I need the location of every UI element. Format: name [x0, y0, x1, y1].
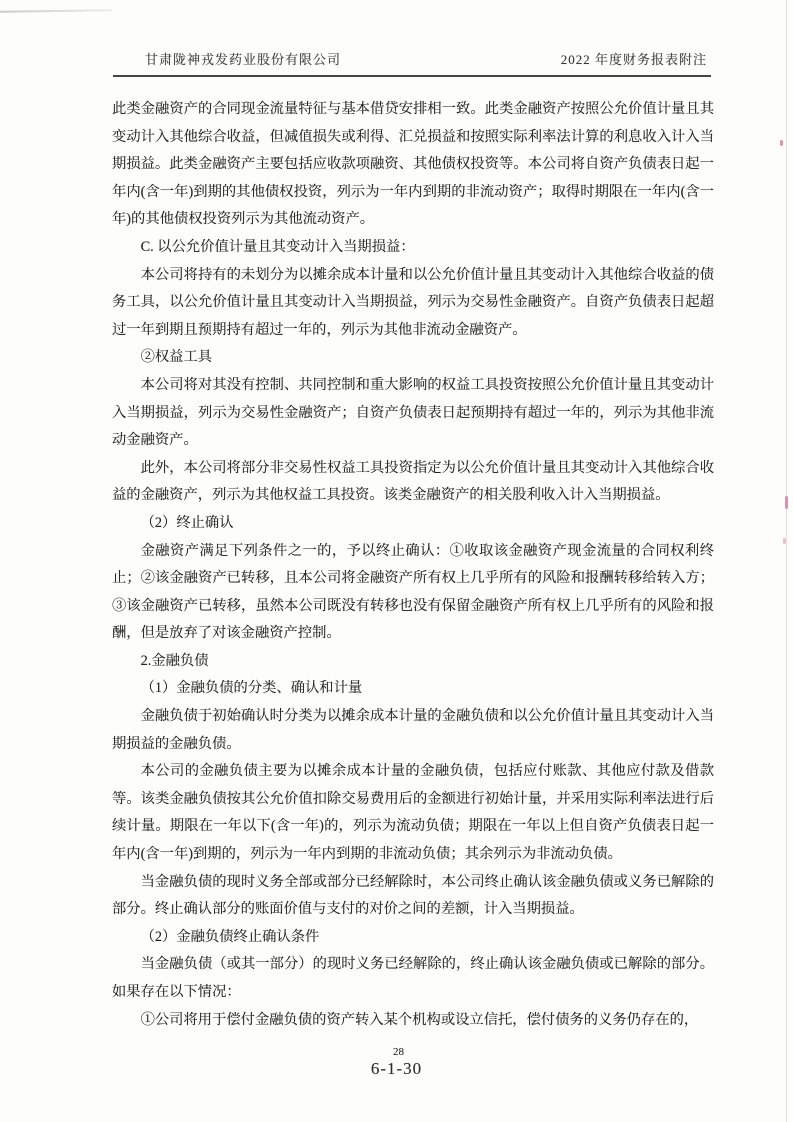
page-code: 6-1-30 [370, 1059, 423, 1078]
paragraph: 当金融负债（或其一部分）的现时义务已经解除的，终止确认该金融负债或已解除的部分。如果存在以下情况： [112, 956, 714, 1000]
scan-edge-artifact [786, 0, 787, 1122]
paragraph: ①公司将用于偿付金融负债的资产转入某个机构或设立信托，偿付债务的义务仍存在的， [140, 1011, 699, 1028]
paragraph: 此类金融资产的合同现金流量特征与基本借贷安排相一致。此类金融资产按照公允价值计量且其变动计入其他综合收益，但减值损失或利得、汇兑损益和按照实际利率法计算的利息收入计入当期损益。此类金融资产主要包括应收款项融资、其他债权投资等。本公司将自资产负债表日起一年内(含一年)到期的其他债权投资，列示为一年内到期的非流动资产；取得时期限在一年内(含一年)的其他债权投资列示为其他流动资产。 [112, 101, 714, 228]
header-divider [113, 75, 711, 77]
paragraph: 本公司将对其没有控制、共同控制和重大影响的权益工具投资按照公允价值计量且其变动计入当期损益，列示为交易性金融资产；自资产负债表日起预期持有超过一年的，列示为其他非流动金融资产。 [112, 376, 714, 449]
section-heading: （2）终止确认 [140, 514, 234, 531]
scan-edge-artifact [0, 9, 112, 13]
section-heading: （2）金融负债终止确认条件 [140, 928, 320, 945]
document-body [112, 96, 714, 1034]
header-company-name: 甘肃陇神戎发药业股份有限公司 [145, 52, 342, 67]
paragraph: 当金融负债的现时义务全部或部分已经解除时，本公司终止确认该金融负债或义务已解除的部分。终止确认部分的账面价值与支付的对价之间的差额，计入当期损益。 [112, 873, 714, 918]
section-heading: （1）金融负债的分类、确认和计量 [140, 680, 363, 697]
paragraph: 金融资产满足下列条件之一的，予以终止确认：①收取该金融资产现金流量的合同权利终止；②该金融资产已转移，且本公司将金融资产所有权上几乎所有的风险和报酬转移给转入方；③该金融资产已转移，虽然本公司既没有转移也没有保留金融资产所有权上几乎所有的风险和报酬，但是放弃了对该金融资产控制。 [112, 542, 714, 642]
margin-pink-mark [785, 496, 788, 509]
paragraph: 此外，本公司将部分非交易性权益工具投资指定为以公允价值计量且其变动计入其他综合收益的金融资产，列示为其他权益工具投资。该类金融资产的相关股利收入计入当期损益。 [112, 459, 714, 504]
paragraph: 金融负债于初始确认时分类为以摊余成本计量的金融负债和以公允价值计量且其变动计入当期损益的金融负债。 [112, 708, 714, 752]
section-heading: 2.金融负债 [140, 652, 209, 669]
paragraph: 本公司将持有的未划分为以摊余成本计量和以公允价值计量且其变动计入其他综合收益的债务工具，以公允价值计量且其变动计入当期损益，列示为交易性金融资产。自资产负债表日起超过一年到期且预期持有超过一年的，列示为其他非流动金融资产。 [112, 266, 714, 338]
section-heading: C. 以公允价值计量且其变动计入当期损益： [140, 238, 415, 255]
page-number: 28 [393, 1046, 404, 1058]
page-footer [0, 1046, 793, 1079]
header-doc-title: 2022 年度财务报表附注 [560, 52, 707, 67]
paragraph: 本公司的金融负债主要为以摊余成本计量的金融负债，包括应付账款、其他应付款及借款等。该类金融负债按其公允价值扣除交易费用后的金额进行初始计量，并采用实际利率法进行后续计量。期限在一年以下(含一年)的，列示为流动负债；期限在一年以上但自资产负债表日起一年内(含一年)到期的，列示为一年内到期的非流动负债；其余列示为非流动负债。 [112, 763, 714, 863]
margin-pink-mark [780, 140, 783, 146]
margin-pink-mark [783, 538, 786, 544]
section-heading: ②权益工具 [140, 349, 213, 366]
